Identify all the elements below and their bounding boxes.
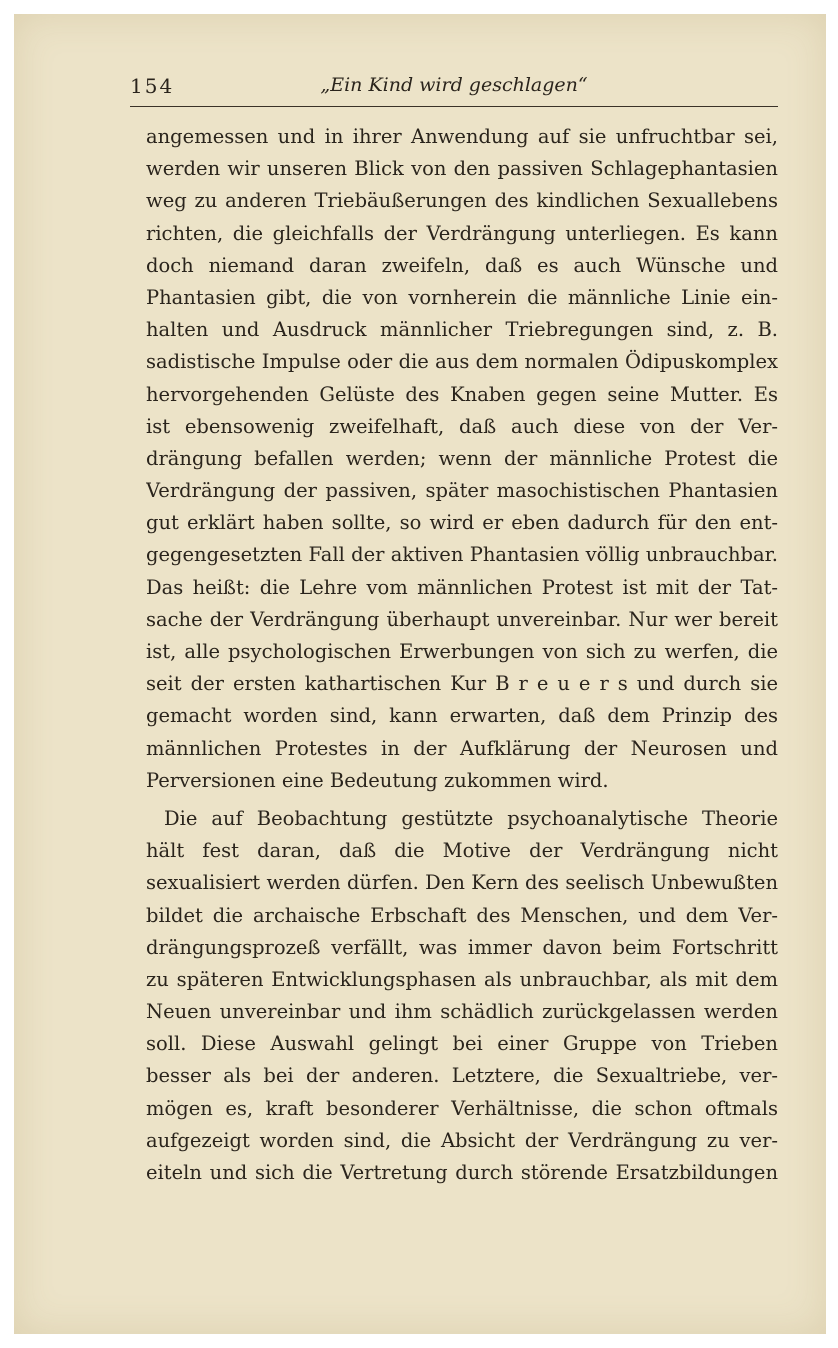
- text-line: Perversionen eine Bedeutung zukommen wird.: [146, 768, 609, 792]
- text-line: Phantasien gibt, die von vornherein die männliche Linie ein-: [146, 285, 778, 309]
- text-line: seit der ersten kathartischen Kur B r e u e r s und durch sie: [146, 672, 778, 696]
- text-line: Das heißt: die Lehre vom männlichen Protest ist mit der Tat-: [146, 575, 778, 599]
- text-line: richten, die gleichfalls der Verdrängung unterliegen. Es kann: [146, 221, 778, 245]
- text-line: zu späteren Entwicklungsphasen als unbrauchbar, als mit dem: [146, 967, 778, 991]
- text-line: halten und Ausdruck männlicher Triebregungen sind, z. B.: [146, 318, 778, 342]
- text-line: mögen es, kraft besonderer Verhältnisse, die schon oftmals: [146, 1096, 778, 1120]
- text-line: Die auf Beobachtung gestützte psychoanalytische Theorie: [164, 806, 778, 830]
- text-line: hervorgehenden Gelüste des Knaben gegen seine Mutter. Es: [146, 382, 778, 406]
- text-line: ist, alle psychologischen Erwerbungen von sich zu werfen, die: [146, 640, 778, 663]
- text-line: gegengesetzten Fall der aktiven Phantasien völlig unbrauchbar.: [146, 543, 778, 567]
- text-line: männlichen Protestes in der Aufklärung der Neurosen und: [146, 736, 778, 760]
- text-line: Verdrängung der passiven, später masochistischen Phantasien: [146, 479, 778, 503]
- text-line: drängung befallen werden; wenn der männliche Protest die: [146, 446, 778, 470]
- book-page: [14, 14, 826, 1334]
- text-line: Neuen unvereinbar und ihm schädlich zurückgelassen werden: [146, 1000, 778, 1024]
- body-text: [146, 121, 778, 1189]
- text-line: besser als bei der anderen. Letztere, die Sexualtriebe, ver-: [146, 1064, 778, 1088]
- text-line: ist ebensowenig zweifelhaft, daß auch diese von der Ver-: [146, 414, 778, 438]
- text-line: sadistische Impulse oder die aus dem normalen Ödipuskomplex: [146, 350, 778, 374]
- paragraph-1: [146, 121, 778, 797]
- text-line: sache der Verdrängung überhaupt unvereinbar. Nur wer bereit: [146, 607, 778, 631]
- page-number: 154: [130, 74, 175, 98]
- text-line: doch niemand daran zweifeln, daß es auch Wünsche und: [146, 253, 778, 277]
- text-line: werden wir unseren Blick von den passiven Schlagephantasien: [146, 157, 778, 181]
- text-line: sexualisiert werden dürfen. Den Kern des seelisch Unbewußten: [146, 871, 778, 895]
- text-line: drängungsprozeß verfällt, was immer davon beim Fortschritt: [146, 935, 778, 959]
- text-line: gut erklärt haben sollte, so wird er eben dadurch für den ent-: [146, 511, 778, 535]
- text-line: eiteln und sich die Vertretung durch störende Ersatzbildungen: [146, 1161, 778, 1184]
- text-line: weg zu anderen Triebäußerungen des kindlichen Sexuallebens: [146, 189, 778, 213]
- text-line: hält fest daran, daß die Motive der Verdrängung nicht: [146, 839, 778, 863]
- text-line: aufgezeigt worden sind, die Absicht der Verdrängung zu ver-: [146, 1128, 778, 1152]
- text-line: soll. Diese Auswahl gelingt bei einer Gruppe von Trieben: [146, 1032, 778, 1056]
- paragraph-2: [146, 803, 778, 1189]
- running-title: „Ein Kind wird geschlagen“: [320, 74, 588, 96]
- text-line: bildet die archaische Erbschaft des Menschen, und dem Ver-: [146, 903, 778, 927]
- text-line: angemessen und in ihrer Anwendung auf sie unfruchtbar sei,: [146, 125, 778, 148]
- text-line: gemacht worden sind, kann erwarten, daß dem Prinzip des: [146, 704, 778, 728]
- header-rule: [130, 106, 778, 107]
- page-header: [130, 74, 778, 104]
